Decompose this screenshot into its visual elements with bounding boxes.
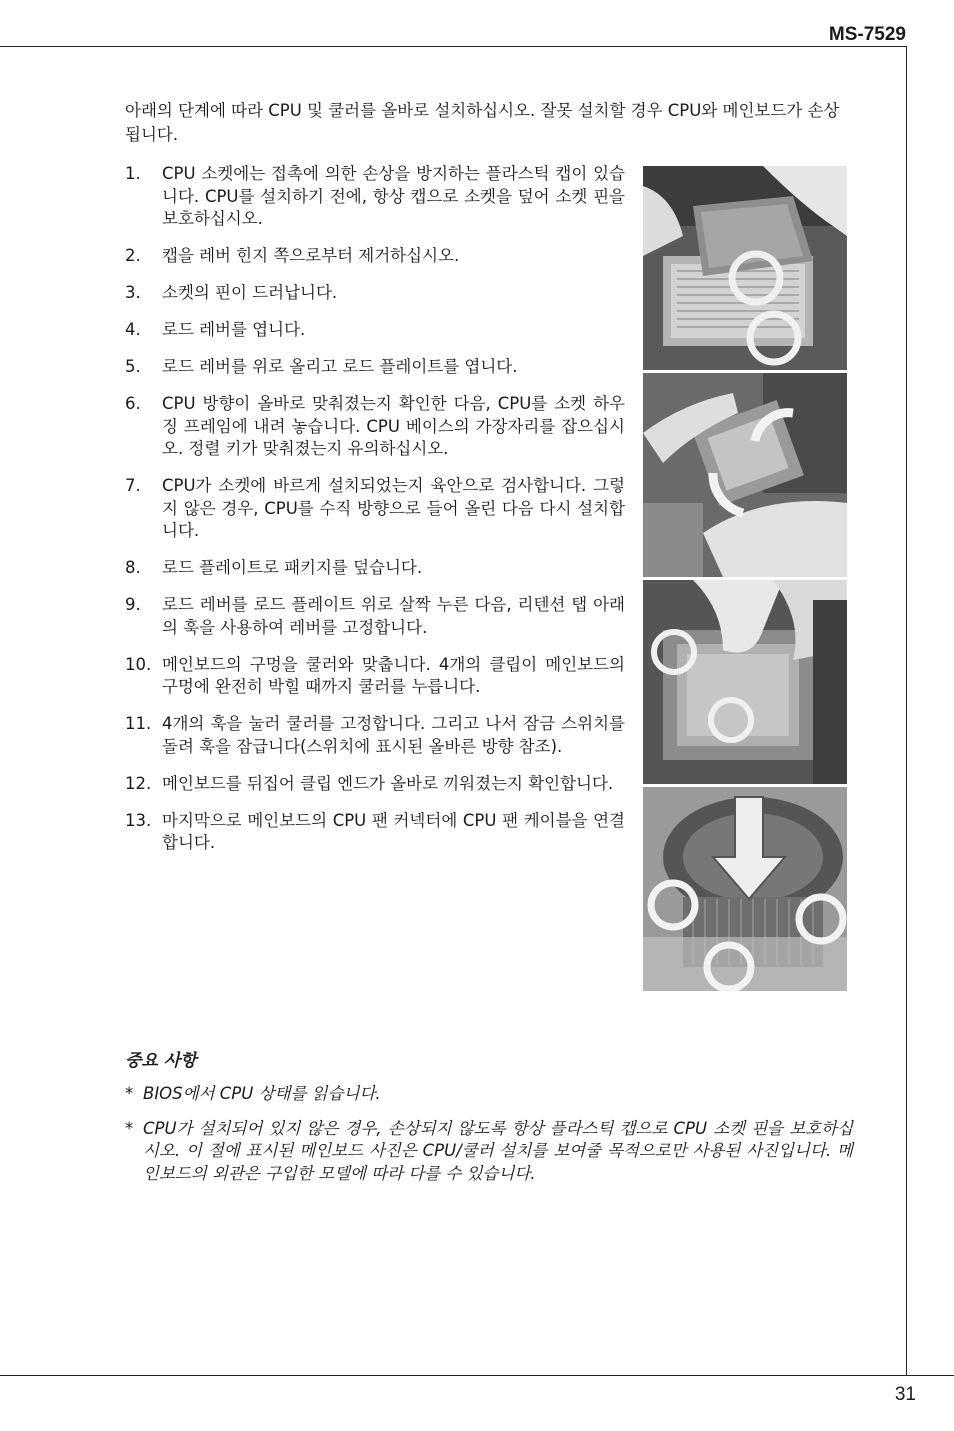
step-number: 13. xyxy=(125,810,152,830)
page-number: 31 xyxy=(894,1384,916,1405)
step-text: 캡을 레버 힌지 쪽으로부터 제거하십시오. xyxy=(162,246,460,265)
step-item xyxy=(125,163,625,231)
step-text: 로드 레버를 로드 플레이트 위로 살짝 누른 다음, 리텐션 탭 아래의 훅을 사용하여 레버를 고정합니다. xyxy=(162,595,625,637)
step-number: 8. xyxy=(125,558,141,577)
side-rule xyxy=(906,46,907,1376)
step-item xyxy=(125,319,625,342)
intro-paragraph: 아래의 단계에 따라 CPU 및 쿨러를 올바로 설치하십시오. 잘못 설치할 경우 CPU와 메인보드가 손상됩니다. xyxy=(125,101,840,144)
step-text: 로드 레버를 엽니다. xyxy=(162,320,306,339)
header-rule xyxy=(0,46,907,47)
step-text: 소켓의 핀이 드러납니다. xyxy=(162,283,338,302)
step-number: 5. xyxy=(125,357,141,376)
note-item xyxy=(125,1118,853,1186)
step-text: CPU가 소켓에 바르게 설치되었는지 육안으로 검사합니다. 그렇지 않은 경우, CPU를 수직 방향으로 들어 올린 다음 다시 설치합니다. xyxy=(162,476,625,540)
step-text: CPU 소켓에는 접촉에 의한 손상을 방지하는 플라스틱 캡이 있습니다. CPU를 설치하기 전에, 항상 캡으로 소켓을 덮어 소켓 핀을 보호하십시오. xyxy=(162,164,625,228)
step-item xyxy=(125,282,625,305)
step-number: 12. xyxy=(125,773,152,793)
step-item xyxy=(125,245,625,268)
step-item xyxy=(125,654,625,699)
footer-rule xyxy=(0,1375,954,1376)
step-number: 2. xyxy=(125,246,141,265)
step-item xyxy=(125,810,625,855)
step-item xyxy=(125,773,625,796)
note-bullet: * xyxy=(125,1118,134,1138)
step-text: 로드 플레이트로 패키지를 덮습니다. xyxy=(162,558,423,577)
step-text: 메인보드의 구멍을 쿨러와 맞춥니다. 4개의 클립이 메인보드의 구멍에 완전히 박힐 때까지 쿨러를 누릅니다. xyxy=(162,654,625,696)
model-number: MS-7529 xyxy=(828,24,906,45)
note-text: CPU가 설치되어 있지 않은 경우, 손상되지 않도록 항상 플라스틱 캡으로 CPU 소켓 핀을 보호하십시오. 이 절에 표시된 메인보드 사진은 CPU/쿨러 설치를 보여줄 목적으로만 사용된 사진입니다. 메인보드의 외관은 구입한 모델에 따라 다를 수 있습니다. xyxy=(143,1118,853,1183)
step-text: CPU 방향이 올바로 맞춰졌는지 확인한 다음, CPU를 소켓 하우징 프레임에 내려 놓습니다. CPU 베이스의 가장자리를 잡으십시오. 정렬 키가 맞춰졌는지 유의하십시오. xyxy=(162,394,625,458)
step-item xyxy=(125,713,625,758)
step-number: 7. xyxy=(125,476,141,495)
step-number: 10. xyxy=(125,654,152,674)
step-number: 3. xyxy=(125,283,141,302)
step-text: 메인보드를 뒤집어 클립 엔드가 올바로 끼워졌는지 확인합니다. xyxy=(162,773,614,793)
photo-cooler-install xyxy=(643,787,847,991)
photo-cpu-seated xyxy=(643,580,847,784)
installation-photos xyxy=(643,166,850,994)
installation-steps xyxy=(125,163,625,869)
step-number: 6. xyxy=(125,394,141,413)
note-bullet: * xyxy=(125,1084,134,1103)
notes-title: 중요 사항 xyxy=(125,1051,197,1071)
note-text: BIOS에서 CPU 상태를 읽습니다. xyxy=(143,1084,381,1103)
step-text: 4개의 훅을 눌러 쿨러를 고정합니다. 그리고 나서 잠금 스위치를 돌려 훅을 잠급니다(스위치에 표시된 올바른 방향 참조). xyxy=(162,714,625,756)
step-number: 11. xyxy=(125,714,152,733)
step-item xyxy=(125,356,625,379)
photo-socket-cap xyxy=(643,166,847,370)
step-number: 4. xyxy=(125,320,141,339)
note-item xyxy=(125,1083,853,1106)
step-text: 마지막으로 메인보드의 CPU 팬 커넥터에 CPU 팬 케이블을 연결합니다. xyxy=(162,810,625,852)
step-item xyxy=(125,594,625,639)
step-item xyxy=(125,393,625,461)
step-text: 로드 레버를 위로 올리고 로드 플레이트를 엽니다. xyxy=(162,357,518,376)
step-number: 1. xyxy=(125,164,141,183)
important-notes xyxy=(125,1046,853,1197)
step-number: 9. xyxy=(125,595,141,614)
photo-socket-lever xyxy=(643,373,847,577)
step-item xyxy=(125,475,625,543)
step-item xyxy=(125,557,625,580)
